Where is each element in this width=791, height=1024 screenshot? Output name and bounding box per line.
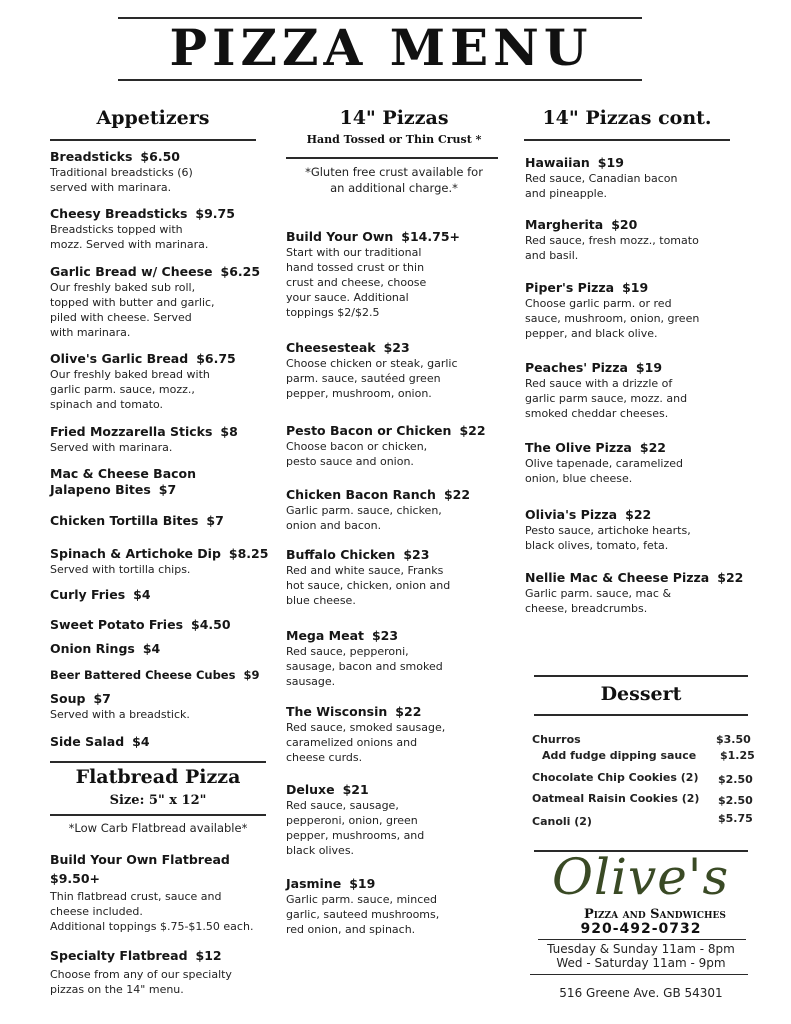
menu-item-garlic-bread-cheese: Garlic Bread w/ Cheese $6.25 Our freshly baked sub roll, topped with butter and garlic, piled with cheese. Served with marinara. (50, 264, 261, 339)
address-rule (530, 974, 748, 975)
flatbread-heading: Flatbread Pizza (75, 766, 241, 788)
menu-item-pesto-bacon-chicken: Pesto Bacon or Chicken $22 Choose bacon or chicken, pesto sauce and onion. (286, 423, 486, 468)
menu-item-margherita: Margherita $20 Red sauce, fresh mozz., tomato and basil. (525, 217, 699, 262)
menu-item-mega-meat: Mega Meat $23 Red sauce, pepperoni, sausage, bacon and smoked sausage. (286, 628, 443, 688)
tagline: Pizza and Sandwiches (584, 907, 726, 922)
menu-item-chicken-bacon-ranch: Chicken Bacon Ranch $22 Garlic parm. sauce, chicken, onion and bacon. (286, 487, 471, 532)
pizzas-cont-heading: 14" Pizzas cont. (542, 107, 712, 129)
pizzas-cont-rule (524, 139, 730, 141)
menu-item-onion-rings: Onion Rings $4 (50, 641, 161, 656)
flatbread-size: Size: 5" x 12" (109, 793, 207, 808)
pizzas-heading: 14" Pizzas (339, 107, 449, 129)
hours-line-1: Tuesday & Sunday 11am - 8pm (547, 942, 735, 956)
appetizers-heading: Appetizers (96, 107, 210, 129)
menu-item-spinach-artichoke-dip: Spinach & Artichoke Dip $8.25 Served with tortilla chips. (50, 546, 269, 576)
menu-item-soup: Soup $7 Served with a breadstick. (50, 691, 190, 721)
menu-item-build-your-own: Build Your Own $14.75+ Start with our traditional hand tossed crust or thin crust and cheese, choose your sauce. Additional toppings $2/$2.5 (286, 229, 460, 319)
menu-item-nellie-mac-cheese-pizza: Nellie Mac & Cheese Pizza $22 Garlic parm. sauce, mac & cheese, breadcrumbs. (525, 570, 744, 615)
flatbread-rule-top (50, 761, 266, 763)
dessert-price-churros: $3.50 (716, 733, 751, 746)
dessert-item-churros: Churros (532, 733, 581, 746)
dessert-price-chocolate-chip-cookies: $2.50 (718, 773, 753, 786)
appetizers-rule (50, 139, 256, 141)
menu-item-build-your-own-flatbread: Build Your Own Flatbread $9.50+ Thin flatbread crust, sauce and cheese included. Additional toppings $.75-$1.50 each. (50, 852, 254, 933)
flatbread-note: *Low Carb Flatbread available* (68, 821, 248, 835)
hours-line-2: Wed - Saturday 11am - 9pm (556, 956, 726, 970)
menu-item-chicken-tortilla-bites: Chicken Tortilla Bites $7 (50, 513, 224, 528)
page-title: PIZZA MENU (169, 18, 593, 77)
pizzas-subheading: Hand Tossed or Thin Crust * (306, 133, 482, 146)
menu-item-side-salad: Side Salad $4 (50, 734, 150, 749)
dessert-item-oatmeal-raisin-cookies: Oatmeal Raisin Cookies (2) (532, 792, 700, 805)
menu-item-beer-battered-cheese-cubes: Beer Battered Cheese Cubes $9 (50, 668, 260, 682)
menu-item-olives-garlic-bread: Olive's Garlic Bread $6.75 Our freshly baked bread with garlic parm. sauce, mozz., spinach and tomato. (50, 351, 236, 411)
menu-item-breadsticks: Breadsticks $6.50 Traditional breadsticks (6) served with marinara. (50, 149, 193, 194)
dessert-item-fudge-sauce: Add fudge dipping sauce (542, 749, 697, 762)
title-rule-bottom (118, 79, 642, 81)
dessert-item-chocolate-chip-cookies: Chocolate Chip Cookies (2) (532, 771, 699, 784)
olives-logo: Olive's (552, 848, 730, 906)
menu-item-mac-cheese-bacon: Mac & Cheese Bacon Jalapeno Bites $7 (50, 466, 197, 497)
menu-item-curly-fries: Curly Fries $4 (50, 587, 151, 602)
menu-item-jasmine: Jasmine $19 Garlic parm. sauce, minced garlic, sauteed mushrooms, red onion, and spinach. (286, 876, 440, 936)
dessert-heading: Dessert (600, 683, 682, 705)
pizzas-note: *Gluten free crust available for an additional charge.* (305, 165, 483, 195)
pizzas-rule (286, 157, 498, 159)
dessert-rule-top (534, 675, 748, 677)
dessert-item-canoli: Canoli (2) (532, 815, 592, 828)
dessert-price-canoli: $5.75 (718, 812, 753, 825)
menu-item-cheesy-breadsticks: Cheesy Breadsticks $9.75 Breadsticks topped with mozz. Served with marinara. (50, 206, 235, 251)
menu-item-specialty-flatbread: Specialty Flatbread $12 Choose from any of our specialty pizzas on the 14" menu. (50, 948, 232, 996)
menu-item-deluxe: Deluxe $21 Red sauce, sausage, pepperoni, onion, green pepper, mushrooms, and black olives. (286, 782, 425, 857)
menu-item-pipers-pizza: Piper's Pizza $19 Choose garlic parm. or red sauce, mushroom, onion, green pepper, and black olive. (525, 280, 700, 340)
phone-number: 920-492-0732 (580, 921, 702, 937)
phone-rule (538, 939, 746, 940)
menu-item-hawaiian: Hawaiian $19 Red sauce, Canadian bacon and pineapple. (525, 155, 678, 200)
menu-item-buffalo-chicken: Buffalo Chicken $23 Red and white sauce, Franks hot sauce, chicken, onion and blue cheese. (286, 547, 451, 607)
dessert-rule-bottom (534, 714, 748, 716)
dessert-price-fudge-sauce: $1.25 (720, 749, 755, 762)
flatbread-rule-bottom (50, 814, 266, 816)
menu-item-fried-mozzarella-sticks: Fried Mozzarella Sticks $8 Served with marinara. (50, 424, 238, 454)
menu-item-cheesesteak: Cheesesteak $23 Choose chicken or steak, garlic parm. sauce, sautéed green pepper, mushroom, onion. (286, 340, 458, 400)
menu-item-the-olive-pizza: The Olive Pizza $22 Olive tapenade, caramelized onion, blue cheese. (525, 440, 683, 485)
dessert-price-oatmeal-raisin-cookies: $2.50 (718, 794, 753, 807)
menu-item-the-wisconsin: The Wisconsin $22 Red sauce, smoked sausage, caramelized onions and cheese curds. (286, 704, 446, 764)
menu-item-olivias-pizza: Olivia's Pizza $22 Pesto sauce, artichoke hearts, black olives, tomato, feta. (525, 507, 691, 552)
address: 516 Greene Ave. GB 54301 (559, 986, 723, 1000)
menu-item-peaches-pizza: Peaches' Pizza $19 Red sauce with a drizzle of garlic parm sauce, mozz. and smoked cheddar cheeses. (525, 360, 688, 420)
menu-item-sweet-potato-fries: Sweet Potato Fries $4.50 (50, 617, 231, 632)
